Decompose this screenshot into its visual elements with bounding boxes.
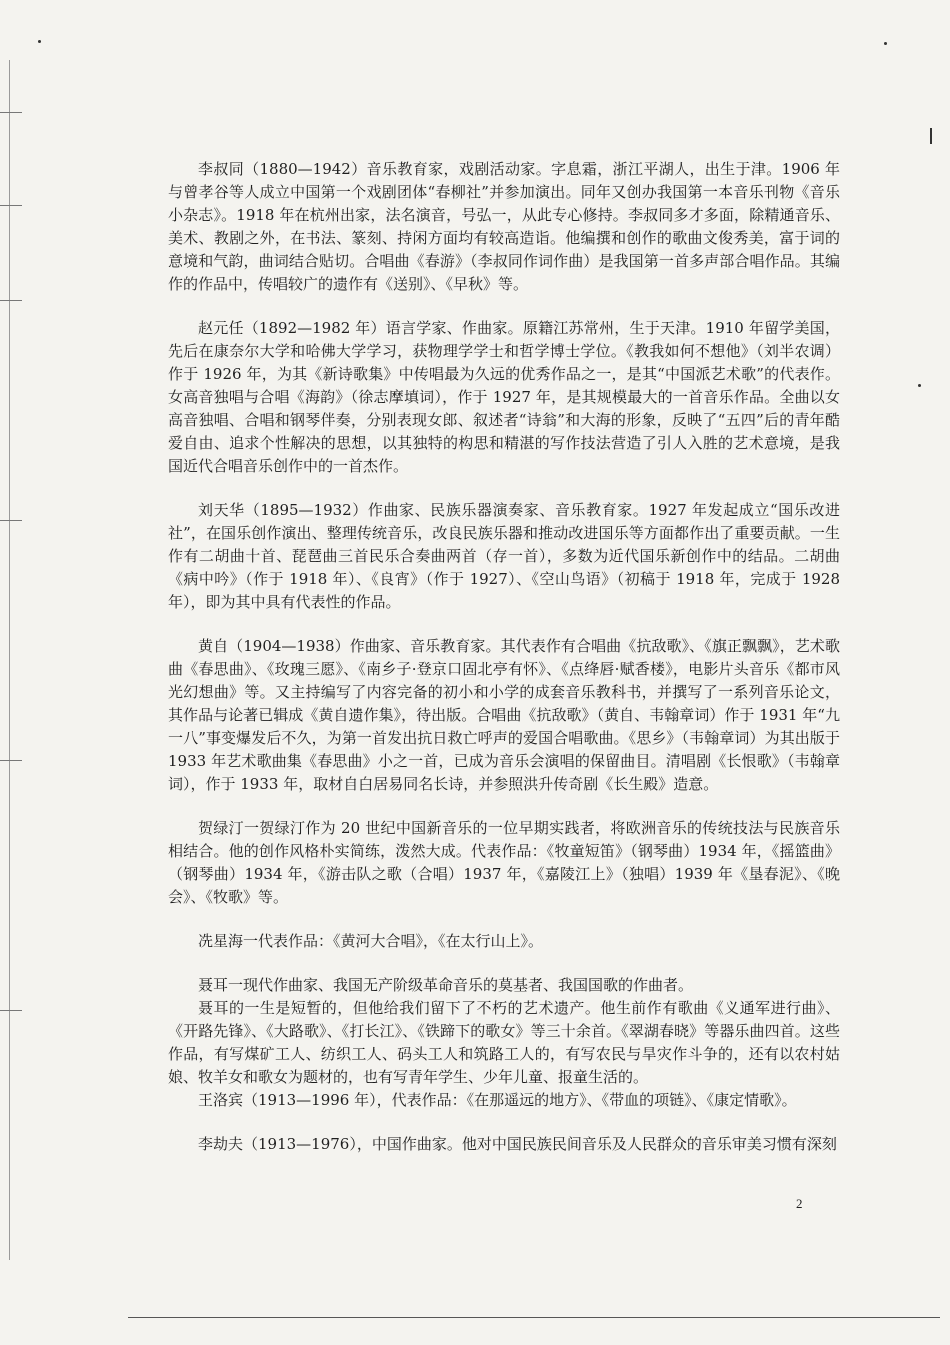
paragraph-wang-luobin: 王洛宾（1913—1996 年），代表作品：《在那遥远的地方》、《带血的项链》、《康定情歌》。 <box>198 1091 797 1109</box>
bottom-rule <box>128 1317 940 1318</box>
paragraph-liu-tianhua: 刘天华（1895—1932）作曲家、民族乐器演奏家、音乐教育家。1927 年发起成立“国乐改进社”，在国乐创作演出、整理传统音乐，改良民族乐器和推动改进国乐等方面都作出了重要贡献。一生作有二胡曲十首、琵琶曲三首民乐合奏曲两首（存一首），多数为近代国乐新创作中的结品。二胡曲《病中吟》（作于 1918 年）、《良宵》（作于 1927）、《空山鸟语》（初稿于 1918 年，完成于 1928 年），即为其中具有代表性的作品。 <box>168 501 840 611</box>
paragraph-li-jiefu: 李劫夫（1913—1976），中国作曲家。他对中国民族民间音乐及人民群众的音乐审美习惯有深刻 <box>198 1135 837 1153</box>
paragraph-zhao-yuanren: 赵元任（1892—1982 年）语言学家、作曲家。原籍江苏常州，生于天津。1910 年留学美国，先后在康奈尔大学和哈佛大学学习，获物理学学士和哲学博士学位。《教我如何不想他》（刘半农调）作于 1926 年，为其《新诗歌集》中传唱最为久远的优秀作品之一，是其“中国派艺术歌”的代表作。女高音独唱与合唱《海韵》（徐志摩填词），作于 1927 年，是其规模最大的一首音乐作品。全曲以女高音独唱、合唱和钢琴伴奏，分别表现女郎、叙述者“诗翁”和大海的形象，反映了“五四”后的青年酷爱自由、追求个性解决的思想，以其独特的构思和精湛的写作技法营造了引人入胜的艺术意境，是我国近代合唱音乐创作中的一首杰作。 <box>168 319 840 475</box>
paragraph-xian-xinghai: 冼星海一代表作品：《黄河大合唱》，《在太行山上》。 <box>198 932 544 950</box>
paragraph-li-shutong: 李叔同（1880—1942）音乐教育家，戏剧活动家。字息霜，浙江平湖人，出生于津。1906 年与曾孝谷等人成立中国第一个戏剧团体“春柳社”并参加演出。同年又创办我国第一本音乐刊物《音乐小杂志》。1918 年在杭州出家，法名演音，号弘一，从此专心修持。李叔同多才多面，除精通音乐、美术、教剧之外，在书法、篆刻、持闲方面均有较高造诣。他编撰和创作的歌曲文俊秀美，富于词的意境和气韵，曲词结合贴切。合唱曲《春游》（李叔同作词作曲）是我国第一首多声部合唱作品。其编作的作品中，传唱较广的遗作有《送别》、《早秋》等。 <box>168 160 840 293</box>
scan-tick-mark <box>0 760 22 761</box>
scan-tick-mark <box>0 300 22 301</box>
scan-edge-line <box>9 60 10 1260</box>
scan-tick-mark <box>0 1010 22 1011</box>
paragraph-huang-zi: 黄自（1904—1938）作曲家、音乐教育家。其代表作有合唱曲《抗敌歌》、《旗正飘飘》，艺术歌曲《春思曲》、《玫瑰三愿》、《南乡子·登京口固北亭有怀》、《点绛唇·赋香楼》，电影片头音乐《都市风光幻想曲》等。又主持编写了内容完备的初小和小学的成套音乐教科书，并撰写了一系列音乐论文，其作品与论著已辑成《黄自遗作集》，待出版。合唱曲《抗敌歌》（黄自、韦翰章词）作于 1931 年“九一八”事变爆发后不久，为第一首发出抗日救亡呼声的爱国合唱歌曲。《思乡》（韦翰章词）为其出版于 1933 年艺术歌曲集《春思曲》小之一首，已成为音乐会演唱的保留曲目。清唱剧《长恨歌》（韦翰章词），作于 1933 年，取材自白居易同名长诗，并参照洪升传奇剧《长生殿》造意。 <box>168 637 840 793</box>
scan-tick-mark <box>0 112 22 113</box>
scan-speck <box>884 42 887 45</box>
scan-edge-mark <box>930 128 932 144</box>
scan-tick-mark <box>0 205 22 206</box>
paragraph-nie-er-intro: 聂耳一现代作曲家、我国无产阶级革命音乐的莫基者、我国国歌的作曲者。 <box>198 976 694 994</box>
paragraph-he-luting: 贺绿汀一贺绿汀作为 20 世纪中国新音乐的一位早期实践者，将欧洲音乐的传统技法与民族音乐相结合。他的创作风格朴实简练，泼然大成。代表作品：《牧童短笛》（钢琴曲）1934 年，《摇篮曲》（钢琴曲）1934 年，《游击队之歌（合唱）1937 年，《嘉陵江上》（独唱）1939 年《垦春泥》、《晚会》、《牧歌》等。 <box>168 819 840 906</box>
scan-speck <box>38 40 41 43</box>
page-number: 2 <box>796 1196 803 1211</box>
scan-speck <box>918 384 921 387</box>
scan-tick-mark <box>0 520 22 521</box>
paragraph-nie-er-works: 聂耳的一生是短暂的，但他给我们留下了不朽的艺术遗产。他生前作有歌曲《义通军进行曲》、《开路先锋》、《大路歌》、《打长江》、《铁蹄下的歌女》等三十余首。《翠湖春晓》等器乐曲四首。这些作品，有写煤矿工人、纺织工人、码头工人和筑路工人的，有写农民与旱灾作斗争的，还有以农村姑娘、牧羊女和歌女为题材的，也有写青年学生、少年儿童、报童生活的。 <box>168 999 840 1086</box>
document-body <box>168 158 840 1177</box>
